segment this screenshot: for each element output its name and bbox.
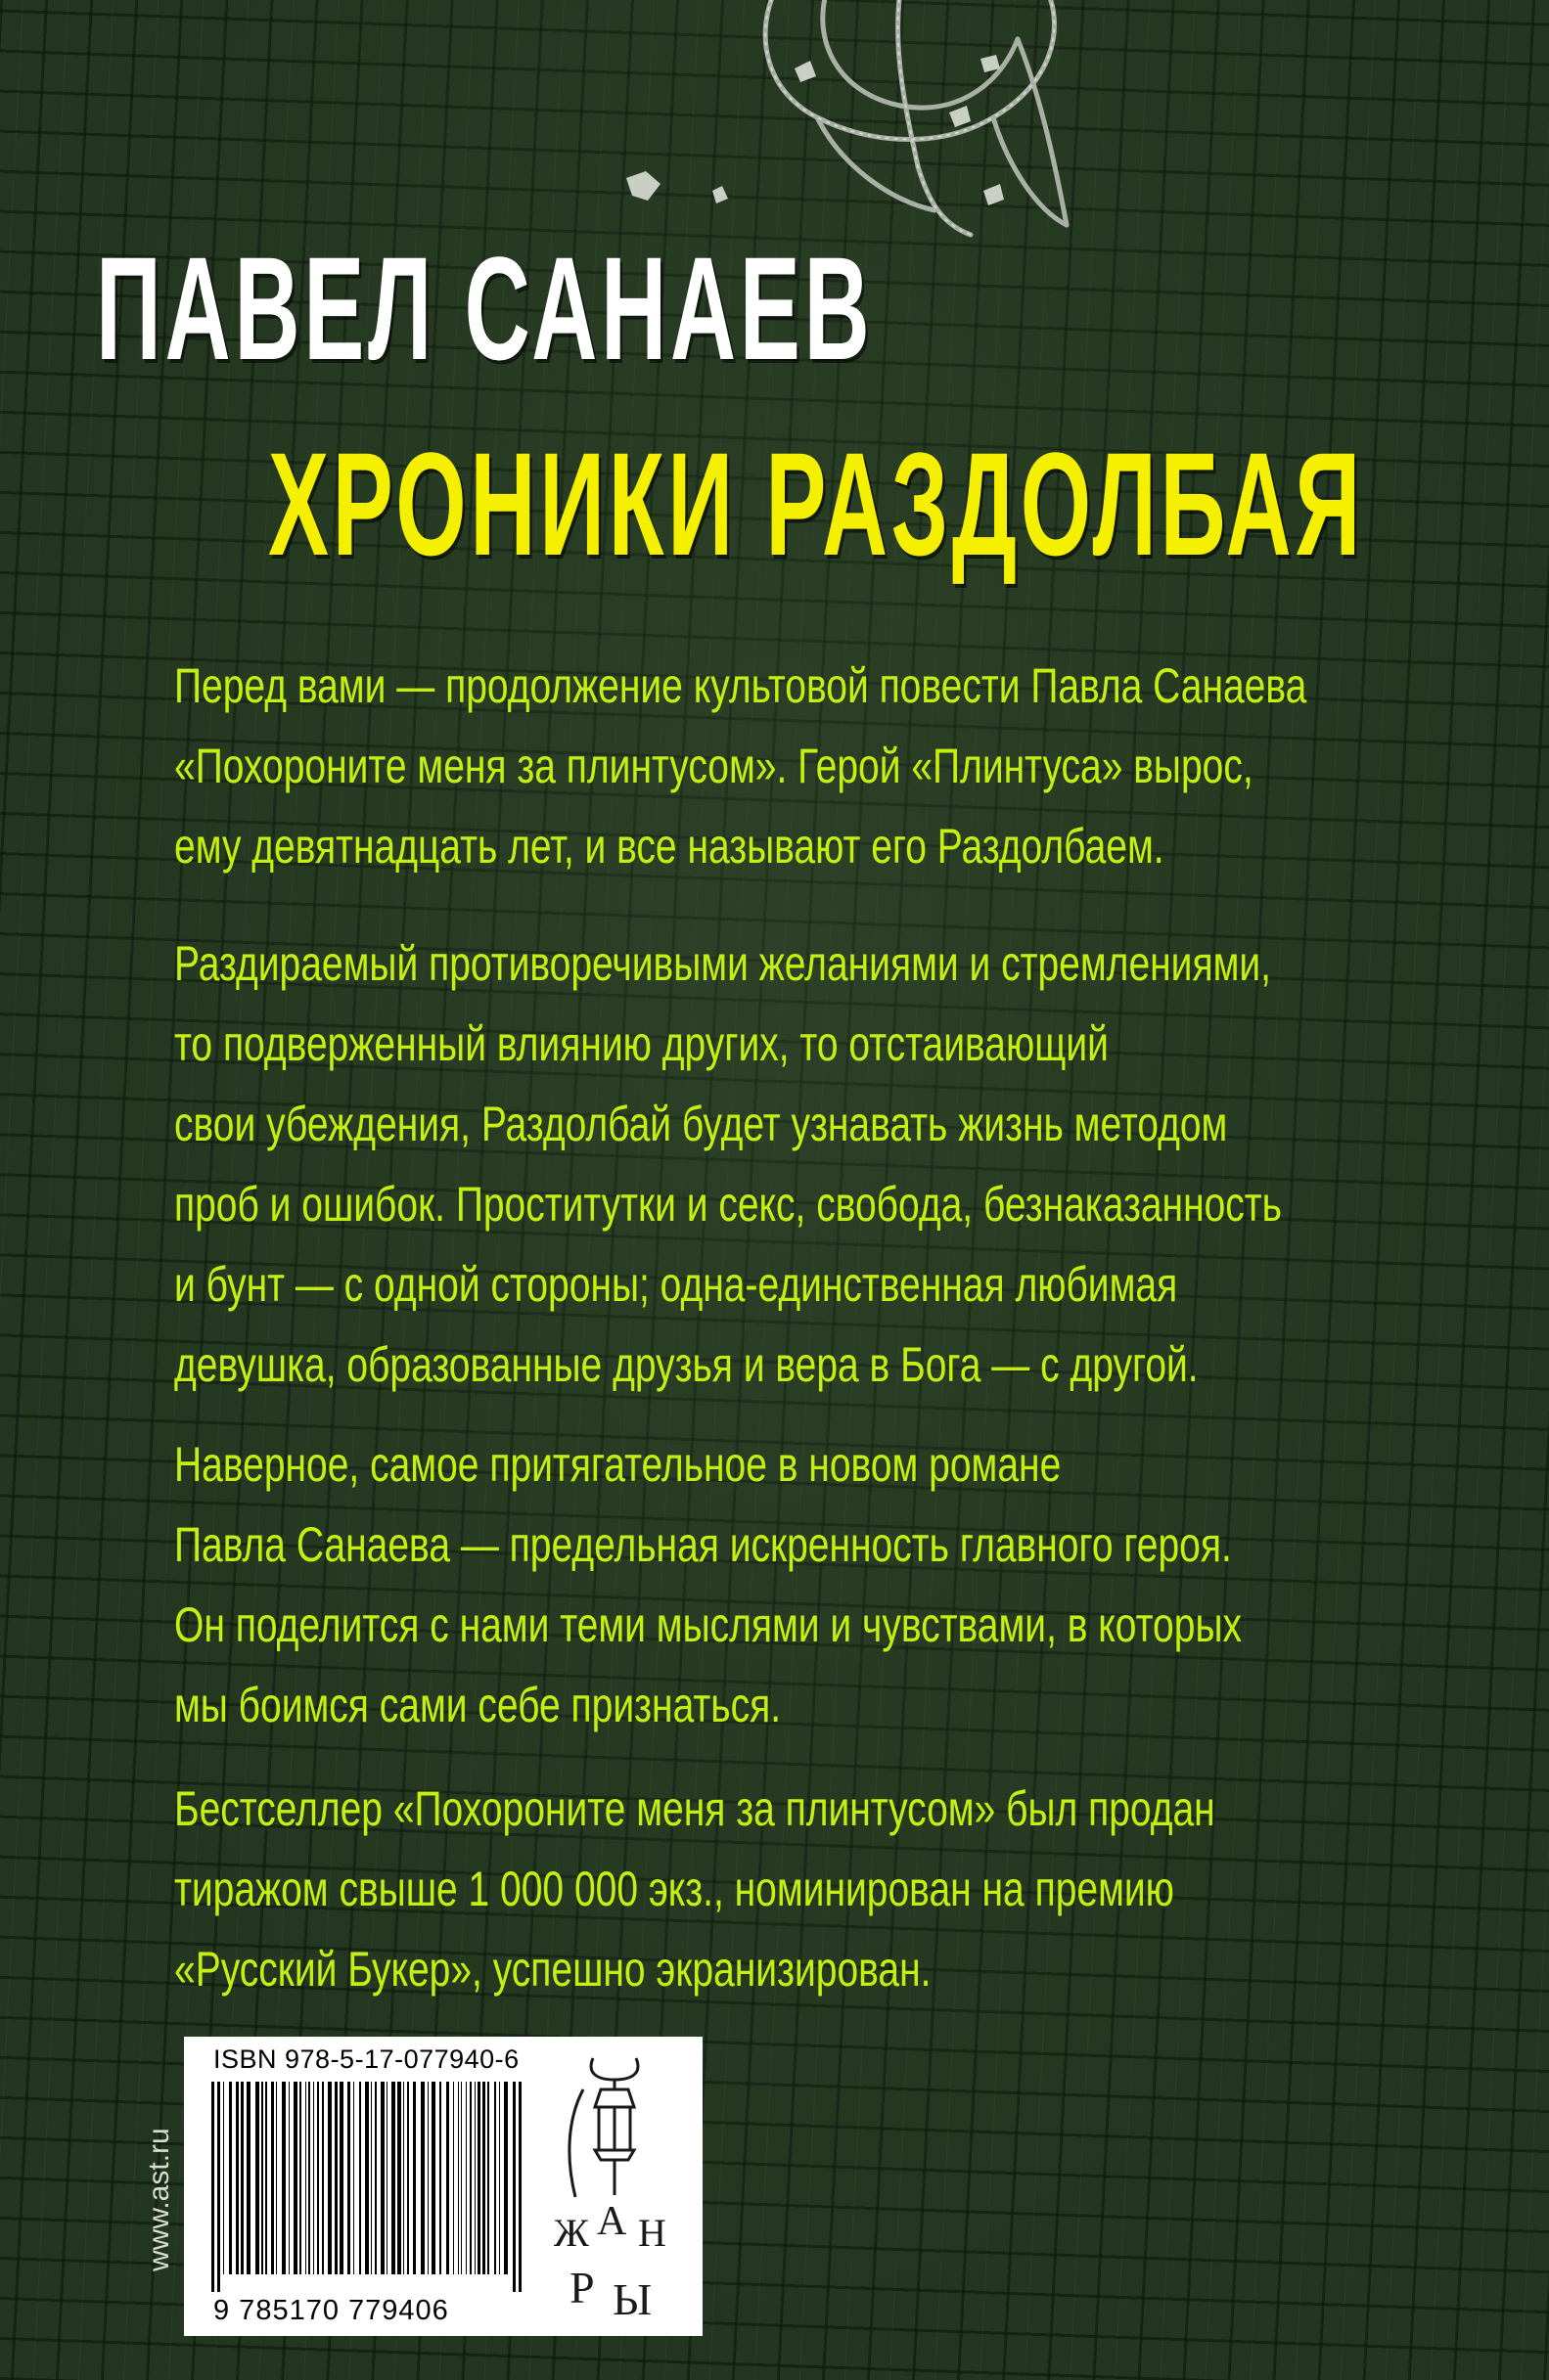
blurb-line: Он поделится с нами теми мыслями и чувствами, в которых	[174, 1597, 1242, 1652]
blurb-line: тиражом свыше 1 000 000 экз., номинирован на премию	[174, 1862, 1174, 1916]
blurb-line: Наверное, самое притягательное в новом романе	[174, 1437, 1062, 1492]
blurb-line: мы боимся сами себе признаться.	[174, 1678, 782, 1732]
barcode-bar	[294, 2082, 297, 2274]
blurb-paragraph-4	[174, 1769, 1215, 2009]
barcode-bar	[276, 2082, 277, 2274]
barcode-bar	[335, 2082, 338, 2274]
blurb-line: то подверженный влиянию других, то отстаивающий	[174, 1016, 1109, 1071]
barcode-bar	[482, 2082, 485, 2274]
barcode-bar	[428, 2082, 429, 2274]
isbn-label: ISBN 978-5-17-077940-6	[213, 2044, 520, 2074]
barcode-bar	[470, 2082, 472, 2274]
barcode-bar	[229, 2082, 232, 2274]
barcode-guard-bar	[513, 2082, 516, 2292]
blurb-line: девушка, образованные друзья и вера в Бога — с другой.	[174, 1337, 1199, 1392]
blurb-line: «Похороните меня за плинтусом». Герой «Плинтуса» вырос,	[174, 739, 1253, 793]
barcode-bar	[466, 2082, 467, 2274]
barcode-bar	[421, 2082, 425, 2274]
barcode-bar	[458, 2082, 459, 2274]
author-name: ПАВЕЛ САНАЕВ	[96, 226, 874, 390]
blurb-line: ему девятнадцать лет, и все называют его Раздолбаем.	[174, 819, 1164, 874]
blurb-line: и бунт — с одной стороны; одна-единственная любимая	[174, 1257, 1178, 1312]
barcode-bar	[247, 2082, 251, 2274]
barcode-bar	[371, 2082, 372, 2274]
barcode-bar	[265, 2082, 267, 2274]
barcode-bar	[397, 2082, 401, 2274]
barcode-bar	[478, 2082, 480, 2274]
barcode-bar	[328, 2082, 332, 2274]
barcode-bar	[461, 2082, 462, 2274]
barcode-bar	[353, 2082, 354, 2274]
svg-text:Н: Н	[638, 2211, 666, 2255]
barcode-bar	[271, 2082, 274, 2274]
barcode-bar	[282, 2082, 286, 2274]
barcode-bar	[308, 2082, 310, 2274]
barcode-bar	[494, 2082, 496, 2274]
barcode-bar	[413, 2082, 416, 2274]
barcode-bar	[432, 2082, 435, 2274]
barcode-bar	[499, 2082, 500, 2274]
blurb-paragraph-2	[174, 923, 1282, 1405]
barcode-bar	[317, 2082, 319, 2274]
barcode-bar	[255, 2082, 259, 2274]
barcode-bar	[487, 2082, 489, 2274]
barcode-bar	[305, 2082, 306, 2274]
barcode-bar	[375, 2082, 377, 2274]
wire-sculpture-icon	[607, 0, 1155, 254]
barcode-bars	[211, 2082, 523, 2292]
blurb-line: проб и ошибок. Проститутки и секс, свобода, безнаказанность	[174, 1177, 1282, 1232]
barcode-bar	[322, 2082, 324, 2274]
barcode-bar	[223, 2082, 224, 2274]
barcode-bar	[340, 2082, 343, 2274]
logo-letters-zha: Ж	[554, 2211, 589, 2255]
barcode-bar	[261, 2082, 263, 2274]
barcode-bar	[391, 2082, 395, 2274]
barcode-bar	[359, 2082, 361, 2274]
barcode-digits: 9 785170 779406	[213, 2295, 449, 2326]
barcode-guard-bar	[211, 2082, 214, 2292]
barcode-bar	[299, 2082, 301, 2274]
book-title: ХРОНИКИ РАЗДОЛБАЯ	[268, 422, 1364, 586]
svg-text:Ы: Ы	[613, 2274, 653, 2324]
svg-text:А: А	[597, 2199, 627, 2244]
svg-text:Р: Р	[569, 2263, 595, 2313]
barcode-bar	[403, 2082, 404, 2274]
barcode-bar	[407, 2082, 409, 2274]
barcode-panel	[184, 2037, 703, 2336]
barcode-bar	[289, 2082, 290, 2274]
barcode-bar	[381, 2082, 385, 2274]
barcode-bar	[453, 2082, 454, 2274]
barcode-bar	[241, 2082, 244, 2274]
barcode-bar	[313, 2082, 314, 2274]
barcode-guard-bar	[519, 2082, 522, 2292]
zhanry-lantern-logo-icon	[536, 2050, 693, 2328]
blurb-paragraph-1	[174, 646, 1306, 886]
barcode-bar	[439, 2082, 441, 2274]
blurb-line: «Русский Букер», успешно экранизирован.	[174, 1942, 932, 1997]
barcode-bar	[236, 2082, 239, 2274]
barcode-bar	[347, 2082, 350, 2274]
blurb-line: Павла Санаева — предельная искренность главного героя.	[174, 1517, 1232, 1572]
barcode-bar	[365, 2082, 369, 2274]
blurb-line: свои убеждения, Раздолбай будет узнавать жизнь методом	[174, 1097, 1228, 1151]
barcode-guard-bar	[217, 2082, 220, 2292]
publisher-website[interactable]: www.ast.ru	[143, 2128, 175, 2271]
barcode-bar	[446, 2082, 449, 2274]
blurb-line: Раздираемый противоречивыми желаниями и стремлениями,	[174, 936, 1272, 991]
blurb-paragraph-3	[174, 1424, 1242, 1745]
barcode-bar	[504, 2082, 508, 2274]
barcode-bar	[475, 2082, 476, 2274]
blurb-line: Перед вами — продолжение культовой повести Павла Санаева	[174, 658, 1307, 713]
blurb-line: Бестселлер «Похороните меня за плинтусом» был продан	[174, 1781, 1215, 1836]
